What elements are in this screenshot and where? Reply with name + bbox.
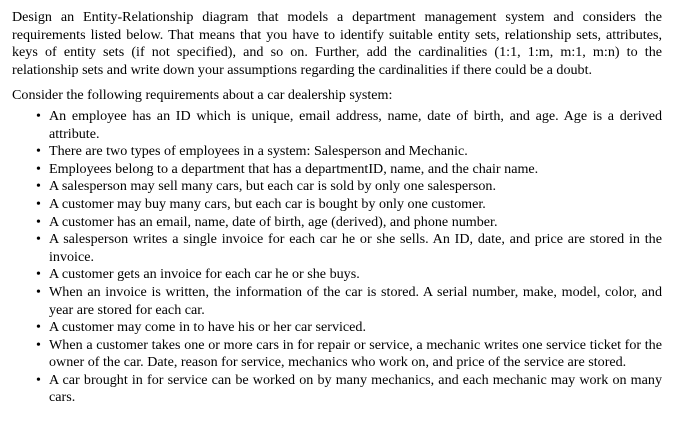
bullet-icon: • [36, 143, 41, 160]
bullet-icon: • [36, 213, 41, 230]
bullet-icon: • [36, 195, 41, 212]
requirement-text: When a customer takes one or more cars in for repair or service, a mechanic writes one service ticket for the owner of the car. Date, reason for service, mechanics who work on, and price of the service are stored. [49, 336, 662, 371]
requirement-text: A car brought in for service can be worked on by many mechanics, and each mechanic may work on many cars. [49, 371, 662, 406]
requirements-list [12, 108, 662, 407]
requirement-item [12, 161, 662, 179]
intro-paragraph: Design an Entity-Relationship diagram that models a department management system and considers the requirements listed below. That means that you have to identify suitable entity sets, relationship sets, attributes, keys of entity sets (if not specified), and so on. Further, add the cardinalities (1:1, 1:m, m:1, m:n) to the relationship sets and write down your assumptions regarding the cardinalities if there could be a doubt. [12, 9, 662, 78]
requirement-text: A customer has an email, name, date of birth, age (derived), and phone number. [49, 213, 498, 230]
requirement-item [12, 231, 662, 266]
requirement-text: A customer may come in to have his or her car serviced. [49, 319, 366, 336]
requirement-text: An employee has an ID which is unique, email address, name, date of birth, and age. Age is a derived attribute. [49, 107, 662, 142]
bullet-icon: • [36, 371, 41, 388]
requirement-text: A customer may buy many cars, but each car is bought by only one customer. [49, 195, 486, 212]
bullet-icon: • [36, 107, 41, 124]
requirement-item [12, 284, 662, 319]
requirement-item [12, 196, 662, 214]
requirement-item [12, 319, 662, 337]
requirement-text: A customer gets an invoice for each car he or she buys. [49, 266, 360, 283]
requirement-text: There are two types of employees in a system: Salesperson and Mechanic. [49, 143, 468, 160]
consider-heading: Consider the following requirements about a car dealership system: [12, 87, 393, 104]
bullet-icon: • [36, 231, 41, 248]
requirement-item [12, 337, 662, 372]
requirement-text: Employees belong to a department that has a departmentID, name, and the chair name. [49, 160, 539, 177]
requirement-item [12, 266, 662, 284]
requirement-item [12, 372, 662, 407]
requirement-item [12, 214, 662, 232]
requirement-item [12, 143, 662, 161]
requirement-text: A salesperson may sell many cars, but each car is sold by only one salesperson. [49, 178, 496, 195]
bullet-icon: • [36, 283, 41, 300]
bullet-icon: • [36, 319, 41, 336]
requirement-text: When an invoice is written, the information of the car is stored. A serial number, make, model, color, and year are stored for each car. [49, 283, 662, 318]
requirement-text: A salesperson writes a single invoice for each car he or she sells. An ID, date, and price are stored in the invoice. [49, 231, 662, 265]
bullet-icon: • [36, 178, 41, 195]
requirement-item [12, 108, 662, 143]
requirement-item [12, 178, 662, 196]
bullet-icon: • [36, 336, 41, 353]
bullet-icon: • [36, 266, 41, 283]
document-page [12, 9, 662, 407]
bullet-icon: • [36, 160, 41, 177]
